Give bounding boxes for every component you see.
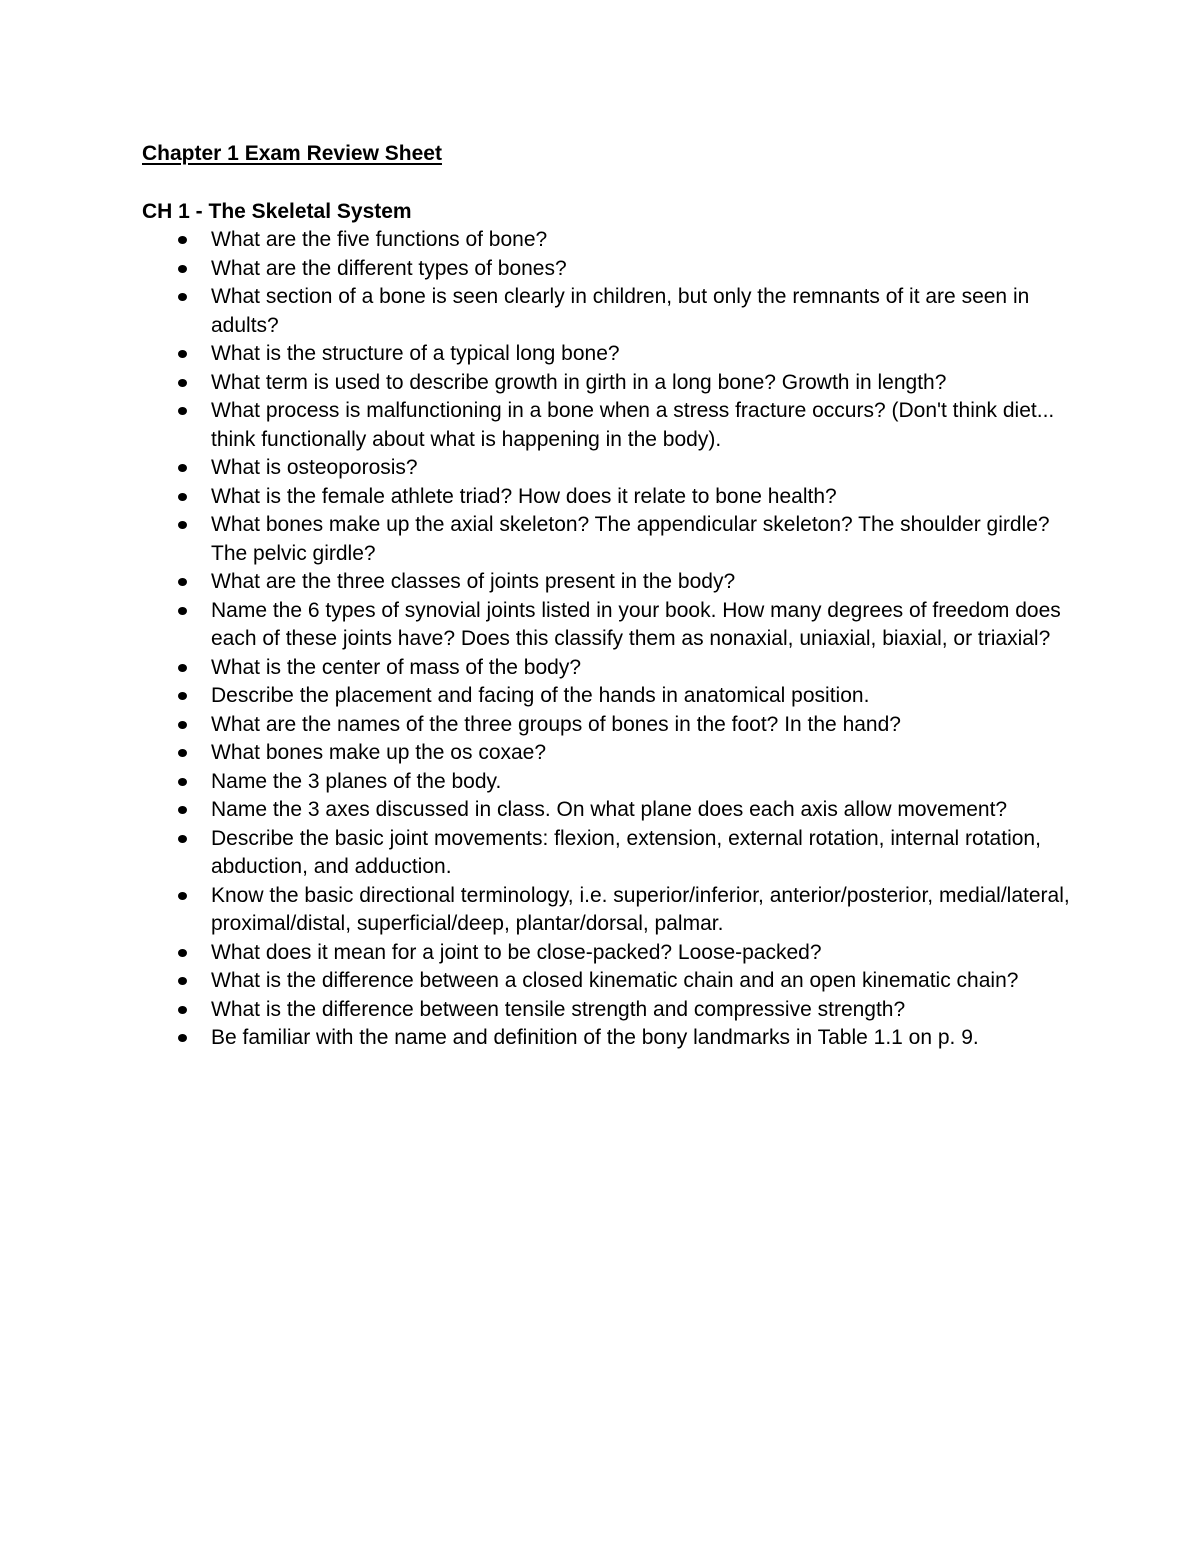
list-item	[211, 882, 1071, 939]
list-item	[211, 739, 1071, 768]
question-text: What is the center of mass of the body?	[211, 655, 582, 679]
list-item	[211, 283, 1071, 340]
bullet-icon	[178, 350, 187, 358]
list-item	[211, 511, 1071, 568]
list-item	[211, 454, 1071, 483]
question-text: Name the 3 axes discussed in class. On what plane does each axis allow movement?	[211, 798, 1008, 821]
list-item	[211, 796, 1071, 825]
list-item	[211, 1024, 1071, 1053]
question-text: What does it mean for a joint to be close-packed? Loose-packed?	[211, 940, 822, 964]
bullet-icon	[178, 721, 187, 729]
list-item	[211, 825, 1071, 882]
list-item	[211, 369, 1071, 398]
question-text: What is the difference between a closed kinematic chain and an open kinematic chain?	[211, 969, 1019, 992]
list-item	[211, 967, 1071, 996]
bullet-icon	[178, 607, 187, 615]
question-text: What is the female athlete triad? How does it relate to bone health?	[211, 484, 837, 508]
list-item	[211, 255, 1071, 284]
bullet-icon	[178, 236, 187, 244]
bullet-icon	[178, 664, 187, 672]
list-item	[211, 768, 1071, 797]
question-text: What bones make up the axial skeleton? The appendicular skeleton? The shoulder girdle? The pelvic girdle?	[211, 513, 1050, 565]
question-text: Describe the placement and facing of the hands in anatomical position.	[211, 684, 870, 707]
list-item	[211, 340, 1071, 369]
bullet-icon	[178, 464, 187, 472]
question-text: What are the three classes of joints present in the body?	[211, 570, 736, 593]
bullet-icon	[178, 293, 187, 301]
list-item	[211, 939, 1071, 968]
question-text: What is osteoporosis?	[211, 456, 418, 479]
question-text: What term is used to describe growth in girth in a long bone? Growth in length?	[211, 370, 947, 394]
list-item	[211, 597, 1071, 654]
bullet-icon	[178, 892, 187, 900]
bullet-icon	[178, 977, 187, 985]
question-text: Be familiar with the name and definition of the bony landmarks in Table 1.1 on p. 9.	[211, 1026, 979, 1049]
bullet-icon	[178, 778, 187, 786]
bullet-icon	[178, 1034, 187, 1042]
list-item	[211, 226, 1071, 255]
question-text: What section of a bone is seen clearly in children, but only the remnants of it are seen in adults?	[211, 285, 1030, 337]
list-item	[211, 711, 1071, 740]
question-text: What is the difference between tensile strength and compressive strength?	[211, 997, 906, 1021]
list-item	[211, 397, 1071, 454]
bullet-icon	[178, 806, 187, 814]
section-heading: CH 1 - The Skeletal System	[142, 200, 412, 223]
question-text: Know the basic directional terminology, i.e. superior/inferior, anterior/posterior, medial/lateral, proximal/distal, superficial/deep, plantar/dorsal, palmar.	[211, 883, 1070, 935]
list-item	[211, 996, 1071, 1025]
bullet-icon	[178, 1006, 187, 1014]
question-text: What is the structure of a typical long bone?	[211, 342, 620, 365]
question-text: What are the different types of bones?	[211, 256, 567, 280]
bullet-icon	[178, 749, 187, 757]
bullet-icon	[178, 379, 187, 387]
bullet-icon	[178, 949, 187, 957]
bullet-icon	[178, 521, 187, 529]
question-text: Name the 3 planes of the body.	[211, 769, 502, 793]
bullet-icon	[178, 578, 187, 586]
bullet-icon	[178, 493, 187, 501]
bullet-icon	[178, 265, 187, 273]
bullet-icon	[178, 835, 187, 843]
list-item	[211, 682, 1071, 711]
question-text: What process is malfunctioning in a bone when a stress fracture occurs? (Don't think diet... think functionally about what is happening in the body).	[211, 399, 1055, 451]
question-text: What bones make up the os coxae?	[211, 741, 547, 764]
page-title: Chapter 1 Exam Review Sheet	[142, 142, 442, 165]
question-text: What are the names of the three groups of bones in the foot? In the hand?	[211, 712, 901, 736]
bullet-icon	[178, 407, 187, 415]
question-text: What are the five functions of bone?	[211, 228, 548, 251]
list-item	[211, 654, 1071, 683]
bullet-icon	[178, 692, 187, 700]
question-text: Name the 6 types of synovial joints listed in your book. How many degrees of freedom does each of these joints have? Does this classify them as nonaxial, uniaxial, biaxial, or triaxial?	[211, 598, 1061, 650]
question-text: Describe the basic joint movements: flexion, extension, external rotation, internal rotation, abduction, and adduction.	[211, 826, 1041, 878]
list-item	[211, 483, 1071, 512]
question-list	[211, 226, 1071, 1053]
list-item	[211, 568, 1071, 597]
